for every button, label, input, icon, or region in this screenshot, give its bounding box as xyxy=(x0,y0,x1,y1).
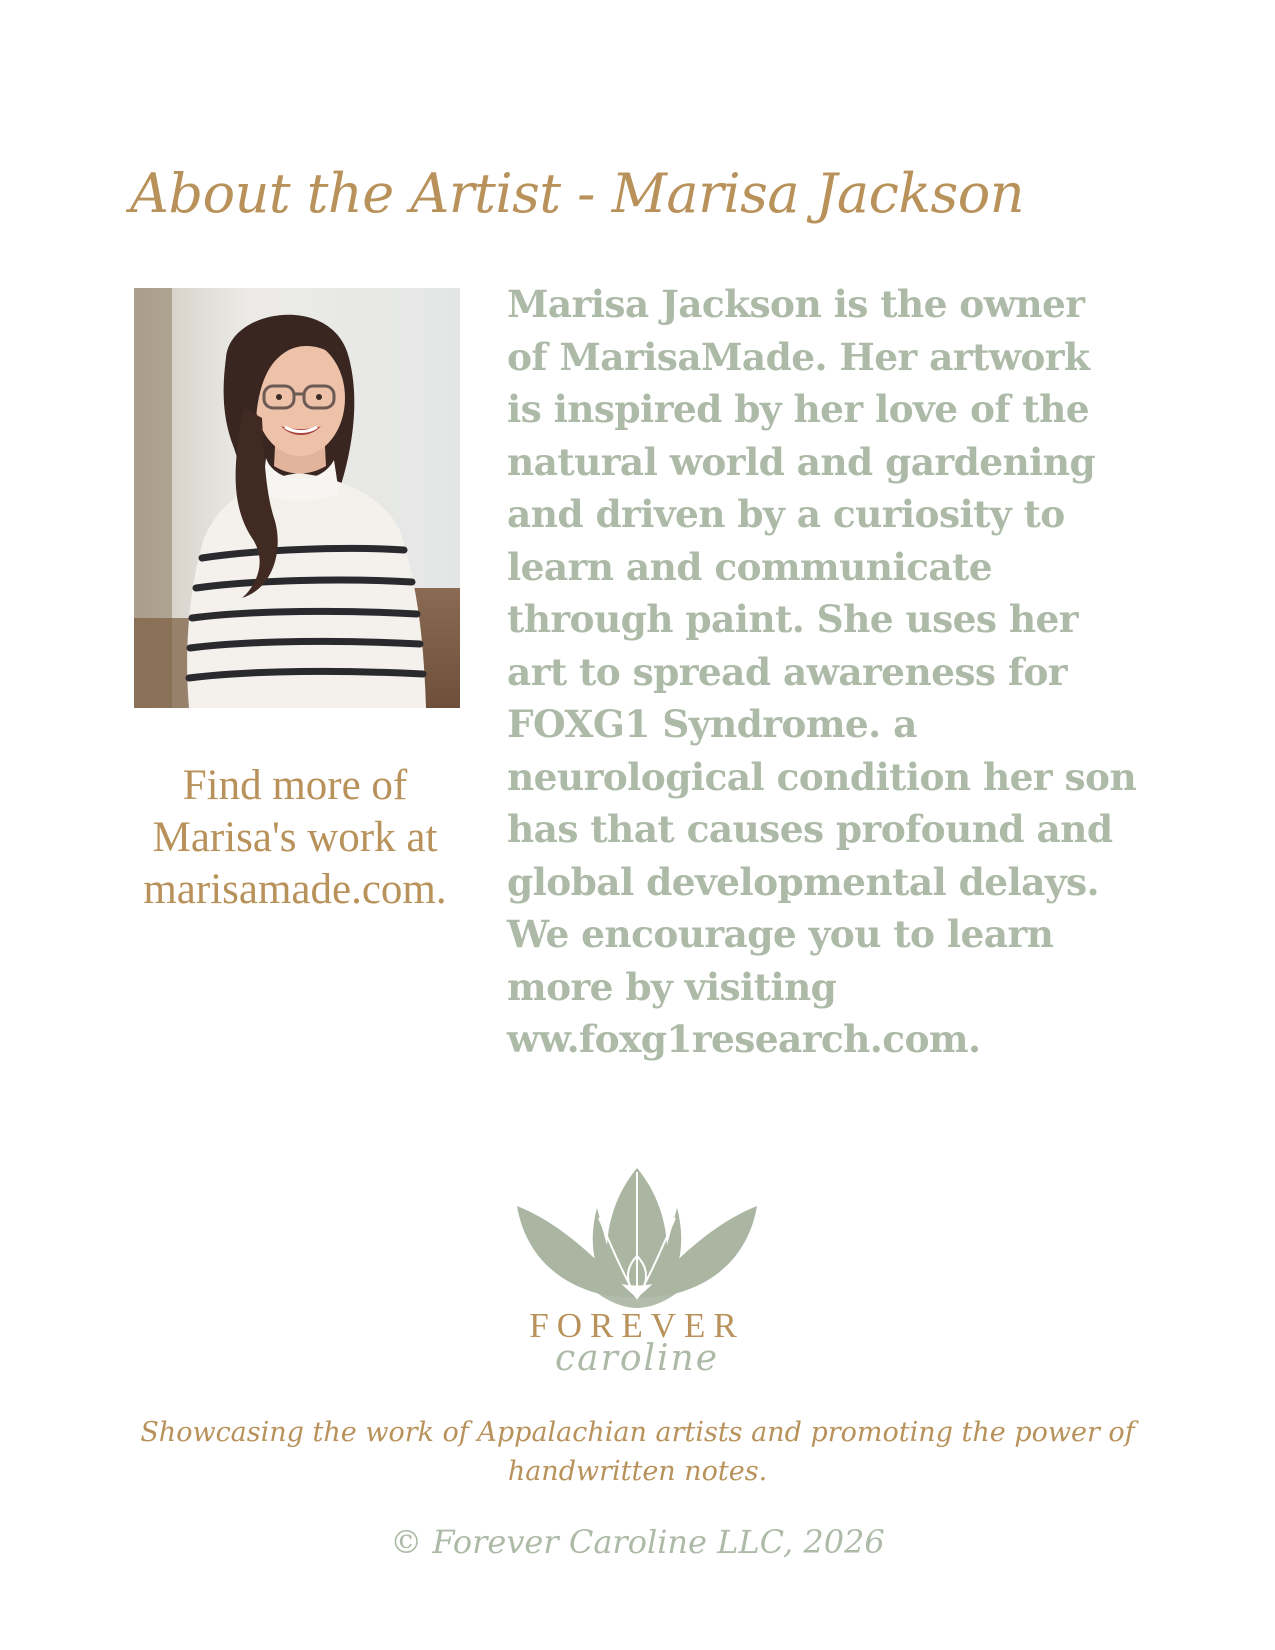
artist-photo xyxy=(134,288,460,708)
page-title: About the Artist - Marisa Jackson xyxy=(130,162,1025,225)
brand-name-script: caroline xyxy=(554,1338,720,1379)
copyright: © Forever Caroline LLC, 2026 xyxy=(390,1523,885,1561)
brand-name-top: FOREVER xyxy=(529,1306,745,1345)
find-more-text: Find more of Marisa's work at marisamade.com. xyxy=(143,762,447,913)
tagline: Showcasing the work of Appalachian artists and promoting the power of handwritten notes. xyxy=(140,1417,1135,1487)
artist-bio: Marisa Jackson is the owner of MarisaMade. Her artwork is inspired by her love of the natural world and gardening and driven by a curiosity to learn and communicate through paint. She uses her art to spread awareness for FOXG1 Syndrome. a neurological condition her son has that causes profound and global developmental delays. We encourage you to learn more by visiting ww.foxg1research.com. xyxy=(507,282,1137,1061)
